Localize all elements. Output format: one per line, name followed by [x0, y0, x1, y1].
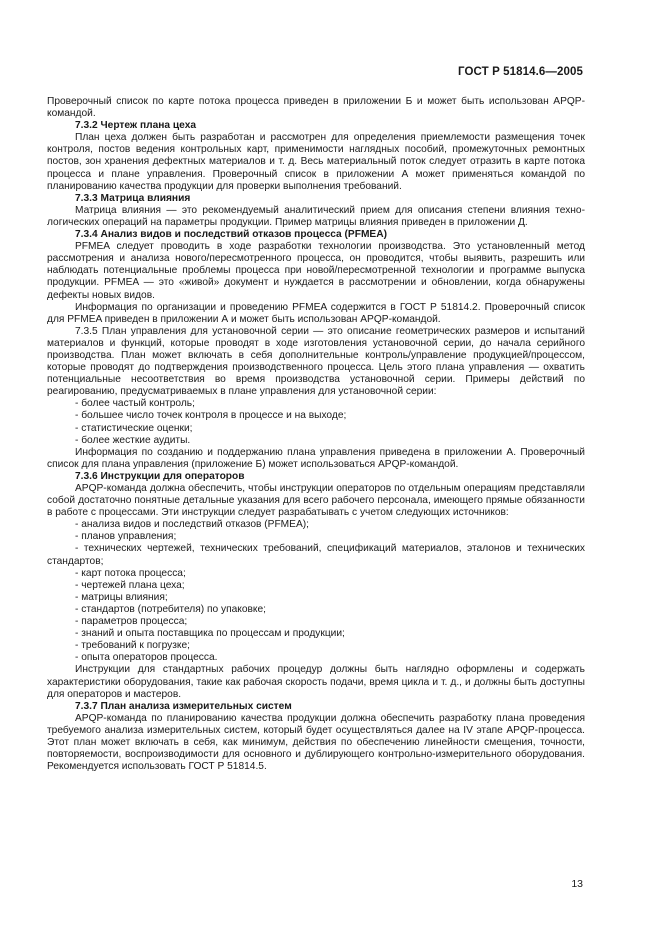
- list-item: - более частый контроль;: [75, 398, 195, 410]
- list-item: - более жесткие аудиты.: [75, 434, 191, 446]
- paragraph: Информация по созданию и поддержанию плана управления приведена в приложении А. Проверочный список для плана управления (приложение Б) может использоваться APQP-командой.: [47, 446, 585, 470]
- section-heading: 7.3.2 Чертеж плана цеха: [75, 120, 197, 132]
- list-item: - матрицы влияния;: [75, 591, 168, 603]
- list-item: - стандартов (потребителя) по упаковке;: [75, 603, 266, 615]
- list-item: - анализа видов и последствий отказов (PFMEA);: [75, 519, 309, 531]
- list-item: - знаний и опыта поставщика по процессам и продукции;: [75, 628, 345, 640]
- list-item: - чертежей плана цеха;: [75, 579, 185, 591]
- list-item: - большее число точек контроля в процессе и на выходе;: [75, 410, 347, 422]
- page-content: [47, 96, 585, 773]
- paragraph: Матрица влияния — это рекомендуемый аналитический прием для описания степени влияния технологических операций на параметры продукции. Пример матрицы влияния приведен в приложении Д.: [47, 204, 585, 228]
- list-item: - технических чертежей, технических требований, спецификаций материалов, эталонов и технических стандартов;: [47, 543, 585, 567]
- paragraph: Инструкции для стандартных рабочих процедур должны быть наглядно оформлены и содержать характеристики оборудования, такие как рабочая скорость подачи, время цикла и т. д., и должны быть доступны для операторов и мастеров.: [47, 664, 585, 700]
- paragraph: Проверочный список по карте потока процесса приведен в приложении Б и может быть использован APQP-командой.: [47, 96, 585, 120]
- paragraph: Информация по организации и проведению PFMEA содержится в ГОСТ Р 51814.2. Проверочный список для PFMEA приведен в приложении А и может быть использован APQP-командой.: [47, 301, 585, 325]
- list-item: - требований к погрузке;: [75, 640, 190, 652]
- paragraph: PFMEA следует проводить в ходе разработки технологии производства. Это установленный метод рассмотрения и анализа нового/пересмотренного процесса, он проводится, чтобы выявить, разрешить или наблюдать потенциальные проблемы процесса при новой/пересмотренной технологии и программе выпуска продукции. PFMEA — это «живой» документ и нуждается в рассмотрении и обновлении, когда обнаружены дефекты новых видов.: [47, 241, 585, 301]
- paragraph: APQP-команда по планированию качества продукции должна обеспечить разработку плана проведения требуемого анализа измерительных систем, который будет осуществляться далее на IV этапе APQP-процесса. Этот план может включать в себя, как минимум, действия по обеспечению линейности смещения, точности, повторяемости, воспроизводимости для основного и дублирующего контрольно-измерительного оборудования. Рекомендуется использовать ГОСТ Р 51814.5.: [47, 712, 585, 773]
- paragraph: План цеха должен быть разработан и рассмотрен для определения приемлемости размещения точек контроля, постов ведения контрольных карт, применимости наглядных пособий, промежуточных ремонтных постов, зон хранения дефектных материалов и т. д. Весь материальный поток следует отразить в карте потока процесса и плане управления. Проверочный список в приложении А может применяться командой по планированию качества продукции для проверки выполнения требований.: [47, 132, 585, 192]
- paragraph: APQP-команда должна обеспечить, чтобы инструкции операторов по отдельным операциям представляли собой достаточно понятные детальные указания для всего рабочего персонала, имеющего прямые обязанности в работе с процессами. Эти инструкции следует разрабатывать с учетом следующих источников:: [47, 483, 585, 519]
- list-item: - карт потока процесса;: [75, 567, 186, 579]
- section-heading: 7.3.4 Анализ видов и последствий отказов процесса (PFMEA): [75, 229, 387, 241]
- list-item: - параметров процесса;: [75, 616, 188, 628]
- list-item: - планов управления;: [75, 531, 177, 543]
- document-id: ГОСТ Р 51814.6—2005: [458, 66, 583, 78]
- page-number: 13: [571, 878, 583, 890]
- section-heading: 7.3.3 Матрица влияния: [75, 192, 191, 204]
- section-heading: 7.3.7 План анализа измерительных систем: [75, 700, 292, 712]
- paragraph: 7.3.5 План управления для установочной серии — это описание геометрических размеров и испытаний материалов и функций, которые проводят в ходе изготовления установочной серии, до начала серийного производства. План может включать в себя дополнительные контроль/управление продукцией/процессом, которые проводят до подтверждения производственного процесса. Цель этого плана управления — охватить потенциальные несоответствия во время производства установочной серии. Примеры действий по реагированию, предусматриваемых в плане управления для установочной серии:: [47, 325, 585, 398]
- list-item: - опыта операторов процесса.: [75, 652, 218, 664]
- list-item: - статистические оценки;: [75, 422, 193, 434]
- section-heading: 7.3.6 Инструкции для операторов: [75, 470, 245, 482]
